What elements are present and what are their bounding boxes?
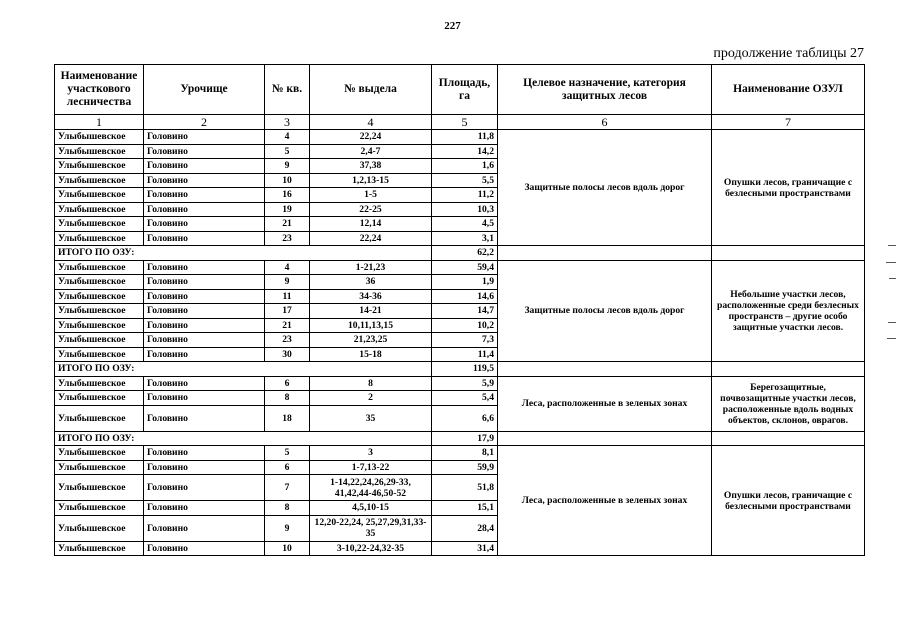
tract-cell: Головино <box>144 391 265 406</box>
allotment-cell: 1-21,23 <box>310 260 432 275</box>
tract-cell: Головино <box>144 541 265 556</box>
header-row <box>55 65 865 115</box>
allotment-cell: 22-25 <box>310 202 432 217</box>
area-cell: 6,6 <box>432 405 498 431</box>
empty-cell <box>498 246 712 261</box>
forestry-cell: Улыбышевское <box>55 173 144 188</box>
tract-cell: Головино <box>144 460 265 475</box>
area-cell: 5,9 <box>432 376 498 391</box>
forestry-cell: Улыбышевское <box>55 475 144 501</box>
allotment-cell: 2 <box>310 391 432 406</box>
area-cell: 14,6 <box>432 289 498 304</box>
quarter-cell: 9 <box>265 515 310 541</box>
total-row <box>55 362 865 377</box>
allotment-cell: 2,4-7 <box>310 144 432 159</box>
forestry-cell: Улыбышевское <box>55 304 144 319</box>
scan-speck <box>887 338 896 339</box>
area-cell: 11,4 <box>432 347 498 362</box>
quarter-cell: 17 <box>265 304 310 319</box>
allotment-cell: 3 <box>310 446 432 461</box>
scan-speck <box>889 278 896 279</box>
quarter-cell: 5 <box>265 144 310 159</box>
forestry-cell: Улыбышевское <box>55 460 144 475</box>
table-row <box>55 446 865 461</box>
tract-cell: Головино <box>144 188 265 203</box>
allotment-cell: 22,24 <box>310 130 432 145</box>
total-value: 119,5 <box>432 362 498 377</box>
forestry-cell: Улыбышевское <box>55 333 144 348</box>
header-cell: Целевое назначение, категория защитных лесов <box>498 65 712 115</box>
area-cell: 5,4 <box>432 391 498 406</box>
tract-cell: Головино <box>144 333 265 348</box>
area-cell: 3,1 <box>432 231 498 246</box>
area-cell: 10,2 <box>432 318 498 333</box>
ozul-cell: Берегозащитные, почвозащитные участки лесов, расположенные вдоль водных объектов, склонов, оврагов. <box>712 376 865 431</box>
forest-areas-table <box>54 64 865 556</box>
page-number: 227 <box>444 20 461 32</box>
tract-cell: Головино <box>144 376 265 391</box>
quarter-cell: 9 <box>265 159 310 174</box>
tract-cell: Головино <box>144 217 265 232</box>
table-row <box>55 260 865 275</box>
area-cell: 14,2 <box>432 144 498 159</box>
quarter-cell: 6 <box>265 376 310 391</box>
column-number-row <box>55 115 865 130</box>
allotment-cell: 14-21 <box>310 304 432 319</box>
area-cell: 31,4 <box>432 541 498 556</box>
tract-cell: Головино <box>144 173 265 188</box>
quarter-cell: 8 <box>265 501 310 516</box>
forestry-cell: Улыбышевское <box>55 217 144 232</box>
empty-cell <box>498 362 712 377</box>
header-cell: Наименование участкового лесничества <box>55 65 144 115</box>
quarter-cell: 18 <box>265 405 310 431</box>
area-cell: 59,9 <box>432 460 498 475</box>
table-continuation-label: продолжение таблицы 27 <box>713 46 864 61</box>
quarter-cell: 21 <box>265 217 310 232</box>
allotment-cell: 34-36 <box>310 289 432 304</box>
tract-cell: Головино <box>144 130 265 145</box>
header-cell: Урочище <box>144 65 265 115</box>
forestry-cell: Улыбышевское <box>55 376 144 391</box>
forestry-cell: Улыбышевское <box>55 188 144 203</box>
total-label: ИТОГО ПО ОЗУ: <box>55 246 432 261</box>
area-cell: 51,8 <box>432 475 498 501</box>
table-row <box>55 376 865 391</box>
forestry-cell: Улыбышевское <box>55 391 144 406</box>
tract-cell: Головино <box>144 144 265 159</box>
forestry-cell: Улыбышевское <box>55 289 144 304</box>
allotment-cell: 36 <box>310 275 432 290</box>
area-cell: 8,1 <box>432 446 498 461</box>
tract-cell: Головино <box>144 318 265 333</box>
quarter-cell: 8 <box>265 391 310 406</box>
quarter-cell: 7 <box>265 475 310 501</box>
area-cell: 14,7 <box>432 304 498 319</box>
purpose-cell: Защитные полосы лесов вдоль дорог <box>498 130 712 246</box>
quarter-cell: 21 <box>265 318 310 333</box>
header-cell: Площадь, га <box>432 65 498 115</box>
quarter-cell: 4 <box>265 260 310 275</box>
forestry-cell: Улыбышевское <box>55 159 144 174</box>
allotment-cell: 1,2,13-15 <box>310 173 432 188</box>
quarter-cell: 23 <box>265 231 310 246</box>
empty-cell <box>712 246 865 261</box>
allotment-cell: 8 <box>310 376 432 391</box>
scan-speck <box>888 322 896 323</box>
quarter-cell: 11 <box>265 289 310 304</box>
allotment-cell: 15-18 <box>310 347 432 362</box>
allotment-cell: 37,38 <box>310 159 432 174</box>
forestry-cell: Улыбышевское <box>55 144 144 159</box>
total-label: ИТОГО ПО ОЗУ: <box>55 362 432 377</box>
area-cell: 10,3 <box>432 202 498 217</box>
total-row <box>55 431 865 446</box>
quarter-cell: 16 <box>265 188 310 203</box>
purpose-cell: Защитные полосы лесов вдоль дорог <box>498 260 712 362</box>
column-number: 3 <box>265 115 310 130</box>
forestry-cell: Улыбышевское <box>55 318 144 333</box>
tract-cell: Головино <box>144 159 265 174</box>
total-value: 62,2 <box>432 246 498 261</box>
forestry-cell: Улыбышевское <box>55 231 144 246</box>
tract-cell: Головино <box>144 515 265 541</box>
area-cell: 7,3 <box>432 333 498 348</box>
quarter-cell: 30 <box>265 347 310 362</box>
forestry-cell: Улыбышевское <box>55 446 144 461</box>
header-cell: Наименование ОЗУЛ <box>712 65 865 115</box>
area-cell: 5,5 <box>432 173 498 188</box>
ozul-cell: Небольшие участки лесов, расположенные среди безлесных пространств – другие особо защитные участки лесов. <box>712 260 865 362</box>
allotment-cell: 4,5,10-15 <box>310 501 432 516</box>
forestry-cell: Улыбышевское <box>55 515 144 541</box>
quarter-cell: 19 <box>265 202 310 217</box>
area-cell: 11,2 <box>432 188 498 203</box>
column-number: 5 <box>432 115 498 130</box>
column-number: 2 <box>144 115 265 130</box>
area-cell: 59,4 <box>432 260 498 275</box>
tract-cell: Головино <box>144 475 265 501</box>
ozul-cell: Опушки лесов, граничащие с безлесными пространствами <box>712 130 865 246</box>
tract-cell: Головино <box>144 446 265 461</box>
scan-speck <box>888 245 896 246</box>
quarter-cell: 23 <box>265 333 310 348</box>
column-number: 1 <box>55 115 144 130</box>
quarter-cell: 10 <box>265 173 310 188</box>
column-number: 7 <box>712 115 865 130</box>
scan-speck <box>886 262 896 263</box>
header-cell: № выдела <box>310 65 432 115</box>
column-number: 4 <box>310 115 432 130</box>
forestry-cell: Улыбышевское <box>55 260 144 275</box>
area-cell: 11,8 <box>432 130 498 145</box>
header-cell: № кв. <box>265 65 310 115</box>
area-cell: 15,1 <box>432 501 498 516</box>
empty-cell <box>712 362 865 377</box>
tract-cell: Головино <box>144 289 265 304</box>
tract-cell: Головино <box>144 260 265 275</box>
tract-cell: Головино <box>144 275 265 290</box>
allotment-cell: 12,14 <box>310 217 432 232</box>
ozul-cell: Опушки лесов, граничащие с безлесными пространствами <box>712 446 865 556</box>
tract-cell: Головино <box>144 501 265 516</box>
allotment-cell: 22,24 <box>310 231 432 246</box>
allotment-cell: 1-14,22,24,26,29-33, 41,42,44-46,50-52 <box>310 475 432 501</box>
allotment-cell: 1-7,13-22 <box>310 460 432 475</box>
allotment-cell: 12,20-22,24, 25,27,29,31,33-35 <box>310 515 432 541</box>
total-label: ИТОГО ПО ОЗУ: <box>55 431 432 446</box>
tract-cell: Головино <box>144 347 265 362</box>
quarter-cell: 6 <box>265 460 310 475</box>
table-row <box>55 130 865 145</box>
quarter-cell: 9 <box>265 275 310 290</box>
allotment-cell: 10,11,13,15 <box>310 318 432 333</box>
area-cell: 28,4 <box>432 515 498 541</box>
forestry-cell: Улыбышевское <box>55 275 144 290</box>
forestry-cell: Улыбышевское <box>55 541 144 556</box>
area-cell: 1,9 <box>432 275 498 290</box>
forestry-cell: Улыбышевское <box>55 347 144 362</box>
tract-cell: Головино <box>144 231 265 246</box>
forestry-cell: Улыбышевское <box>55 405 144 431</box>
tract-cell: Головино <box>144 304 265 319</box>
area-cell: 4,5 <box>432 217 498 232</box>
total-value: 17,9 <box>432 431 498 446</box>
total-row <box>55 246 865 261</box>
tract-cell: Головино <box>144 202 265 217</box>
quarter-cell: 5 <box>265 446 310 461</box>
forestry-cell: Улыбышевское <box>55 130 144 145</box>
column-number: 6 <box>498 115 712 130</box>
empty-cell <box>498 431 712 446</box>
empty-cell <box>712 431 865 446</box>
allotment-cell: 3-10,22-24,32-35 <box>310 541 432 556</box>
quarter-cell: 4 <box>265 130 310 145</box>
purpose-cell: Леса, расположенные в зеленых зонах <box>498 376 712 431</box>
allotment-cell: 35 <box>310 405 432 431</box>
purpose-cell: Леса, расположенные в зеленых зонах <box>498 446 712 556</box>
allotment-cell: 1-5 <box>310 188 432 203</box>
forestry-cell: Улыбышевское <box>55 202 144 217</box>
allotment-cell: 21,23,25 <box>310 333 432 348</box>
quarter-cell: 10 <box>265 541 310 556</box>
tract-cell: Головино <box>144 405 265 431</box>
area-cell: 1,6 <box>432 159 498 174</box>
forestry-cell: Улыбышевское <box>55 501 144 516</box>
